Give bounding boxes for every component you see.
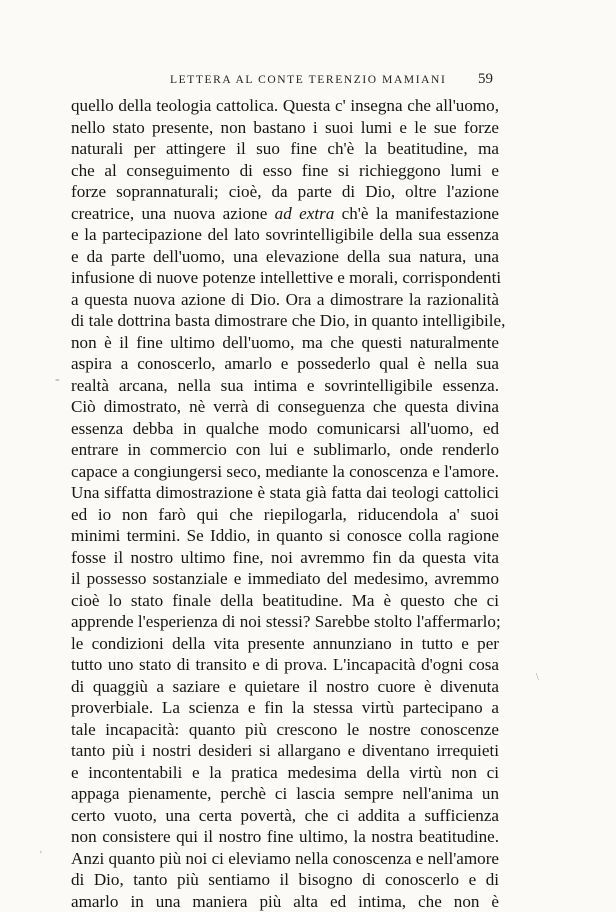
italic-phrase: ad extra	[275, 204, 335, 223]
text-line: Anzi quanto più noi ci eleviamo nella conoscenza e nell'amore	[71, 848, 499, 870]
text-line: le condizioni della vita presente annunziano in tutto e per	[71, 633, 499, 655]
text-line: naturali per attingere il suo fine ch'è la beatitudine, ma	[71, 138, 499, 160]
body-text	[71, 95, 499, 912]
text-line: amarlo in una maniera più alta ed intima, che non è	[71, 891, 499, 912]
text-line: il possesso sostanziale e immediato del medesimo, avremmo	[71, 568, 499, 590]
text-line: di Dio, tanto più sentiamo il bisogno di conoscerlo e di	[71, 869, 499, 891]
text-line: quello della teologia cattolica. Questa c' insegna che all'uomo,	[71, 95, 499, 117]
text-line: tale incapacità: quanto più crescono le nostre conoscenze	[71, 719, 499, 741]
text-line: e incontentabili e la pratica medesima della virtù non ci	[71, 762, 499, 784]
text-line: capace a congiungersi seco, mediante la conoscenza e l'amore.	[71, 461, 499, 483]
text-line: certo vuoto, una certa povertà, che ci addita a sufficienza	[71, 805, 499, 827]
text-line: non è il fine ultimo dell'uomo, ma che questi naturalmente	[71, 332, 499, 354]
text-line: tanto più i nostri desideri si allargano e diventano irrequieti	[71, 740, 499, 762]
text-line: creatrice, una nuova azione ad extra ch'è la manifestazione	[71, 203, 499, 225]
text-line: ed io non farò qui che riepilogarla, riducendola a' suoi	[71, 504, 499, 526]
margin-speck: -	[55, 372, 60, 388]
page-number: 59	[478, 71, 493, 88]
text-line: minimi termini. Se Iddio, in quanto si conosce colla ragione	[71, 525, 499, 547]
text-line: che al conseguimento di esso fine si richieggono lumi e	[71, 160, 499, 182]
text-line: tutto uno stato di transito e di prova. L'incapacità d'ogni cosa	[71, 654, 499, 676]
text-line: Ciò dimostrato, nè verrà di conseguenza che questa divina	[71, 396, 499, 418]
text-line: appaga pienamente, perchè ci lascia sempre nell'anima un	[71, 783, 499, 805]
text-line: di quaggiù a saziare e quietare il nostro cuore è divenuta	[71, 676, 499, 698]
running-title: LETTERA AL CONTE TERENZIO MAMIANI	[170, 74, 446, 86]
text-line: fosse il nostro ultimo fine, noi avremmo fin da questa vita	[71, 547, 499, 569]
margin-speck: \	[536, 672, 539, 683]
text-line: apprende l'esperienza di noi stessi? Sarebbe stolto l'affermarlo;	[71, 611, 499, 633]
text-line: e da parte dell'uomo, una elevazione della sua natura, una	[71, 246, 499, 268]
text-line: essenza debba in qualche modo comunicarsi all'uomo, ed	[71, 418, 499, 440]
text-line: proverbiale. La scienza e fin la stessa virtù partecipano a	[71, 697, 499, 719]
text-line: entrare in commercio con lui e sublimarlo, onde renderlo	[71, 439, 499, 461]
margin-speck: '	[40, 850, 42, 861]
text-line: nello stato presente, non bastano i suoi lumi e le sue forze	[71, 117, 499, 139]
text-line: non consistere qui il nostro fine ultimo, la nostra beatitudine.	[71, 826, 499, 848]
text-line: forze soprannaturali; cioè, da parte di Dio, oltre l'azione	[71, 181, 499, 203]
text-line: infusione di nuove potenze intellettive e morali, corrispondenti	[71, 267, 499, 289]
text-line: di tale dottrina basta dimostrare che Dio, in quanto intelligibile,	[71, 310, 499, 332]
text-line: aspira a conoscerlo, amarlo e possederlo qual è nella sua	[71, 353, 499, 375]
text-line: a questa nuova azione di Dio. Ora a dimostrare la razionalità	[71, 289, 499, 311]
text-line: e la partecipazione del lato sovrintelligibile della sua essenza	[71, 224, 499, 246]
text-line: cioè lo stato finale della beatitudine. Ma è questo che ci	[71, 590, 499, 612]
text-line: realtà arcana, nella sua intima e sovrintelligibile essenza.	[71, 375, 499, 397]
text-line: Una siffatta dimostrazione è stata già fatta dai teologi cattolici	[71, 482, 499, 504]
